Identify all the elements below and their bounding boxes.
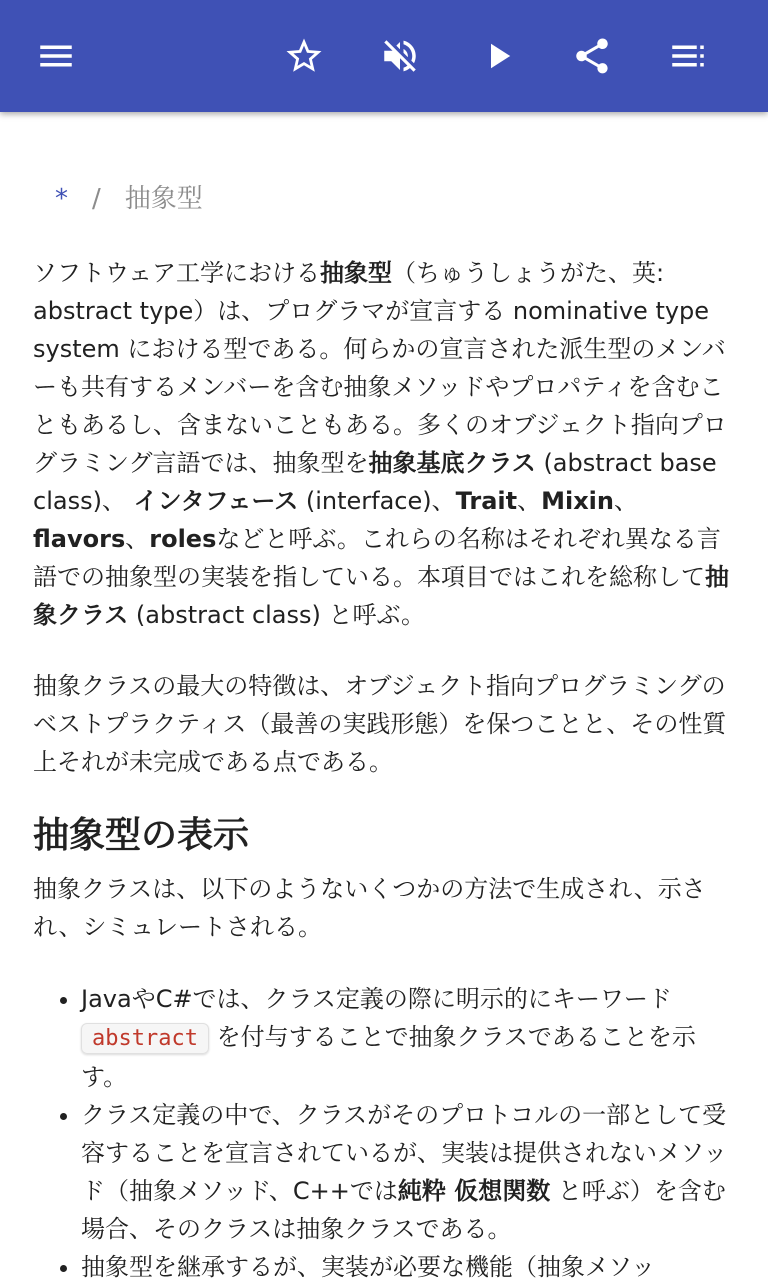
text-span: (abstract base class)、 <box>33 449 717 515</box>
section-intro-paragraph: 抽象クラスは、以下のようないくつかの方法で生成され、示され、シミュレートされる。 <box>33 875 706 941</box>
breadcrumb-root-link[interactable]: * <box>55 184 68 214</box>
app-bar <box>0 0 768 112</box>
list-item <box>81 980 737 1096</box>
bold-term: Trait <box>455 487 518 515</box>
bold-term: インタフェース <box>133 487 299 515</box>
bookmark-button[interactable] <box>272 24 336 88</box>
bold-term: 抽象基底クラス <box>368 449 536 477</box>
text-span: 、 <box>125 525 150 553</box>
text-span: JavaやC#では、クラス定義の際に明示的にキーワード <box>81 985 672 1013</box>
text-span: （ちゅうしょうがた、英: abstract type）は、プログラマが宣言する nominative type system における型である。何らかの宣言された派生型のメンバーも共有するメンバーを含む抽象メソッドやプロパティを含むこともあるし、含まないこともある。多くのオブジェクト指向プログラミング言語では、抽象型を <box>33 259 727 477</box>
breadcrumb-current: 抽象型 <box>124 184 203 214</box>
play-icon <box>477 35 519 77</box>
text-span: (interface)、 <box>298 487 456 515</box>
bold-term: 純粋 仮想関数 <box>397 1177 551 1205</box>
volume-off-icon <box>379 35 421 77</box>
section-heading: 抽象型の表示 <box>33 815 250 856</box>
bold-term: Mixin <box>541 487 614 515</box>
bold-term: flavors <box>33 525 126 553</box>
star-outline-icon <box>283 35 325 77</box>
menu-icon <box>35 35 77 77</box>
list-item <box>81 1096 737 1248</box>
text-span: と呼ぶ）を含む場合、そのクラスは抽象クラスである。 <box>81 1177 726 1243</box>
breadcrumb <box>55 178 203 215</box>
text-span: クラス定義の中で、クラスがそのプロトコルの一部として受容することを宣言されているが、実装は提供されないメソッド（抽象メソッド、C++では <box>81 1101 728 1205</box>
text-span: (abstract class) と呼ぶ。 <box>128 601 425 629</box>
second-paragraph: 抽象クラスの最大の特徴は、オブジェクト指向プログラミングのベストプラクティス（最善の実践形態）を保つことと、その性質上それが未完成である点である。 <box>33 672 727 776</box>
breadcrumb-separator: / <box>92 184 101 214</box>
play-button[interactable] <box>466 24 530 88</box>
text-span: 、 <box>517 487 542 515</box>
text-span: 、 <box>614 487 638 515</box>
bold-term: 抽象クラス <box>33 563 729 629</box>
bold-term: roles <box>149 525 217 553</box>
methods-list <box>33 980 737 1286</box>
menu-button[interactable] <box>24 24 88 88</box>
text-span: ソフトウェア工学における <box>33 259 321 287</box>
contents-button[interactable] <box>656 24 720 88</box>
mute-button[interactable] <box>368 24 432 88</box>
playlist-icon <box>667 35 709 77</box>
list-item: • 抽象型を継承するが、実装が必要な機能（抽象メソッ <box>81 1248 737 1286</box>
intro-paragraph <box>33 254 737 634</box>
inline-code: abstract <box>81 1023 209 1054</box>
bold-term: 抽象型 <box>320 259 393 287</box>
text-span: を付与することで抽象クラスであることを示す。 <box>81 1023 696 1091</box>
text-span: などと呼ぶ。これらの名称はそれぞれ異なる言語での抽象型の実装を指している。本項目ではこれを総称して <box>33 525 721 591</box>
share-button[interactable] <box>560 24 624 88</box>
share-icon <box>571 35 613 77</box>
